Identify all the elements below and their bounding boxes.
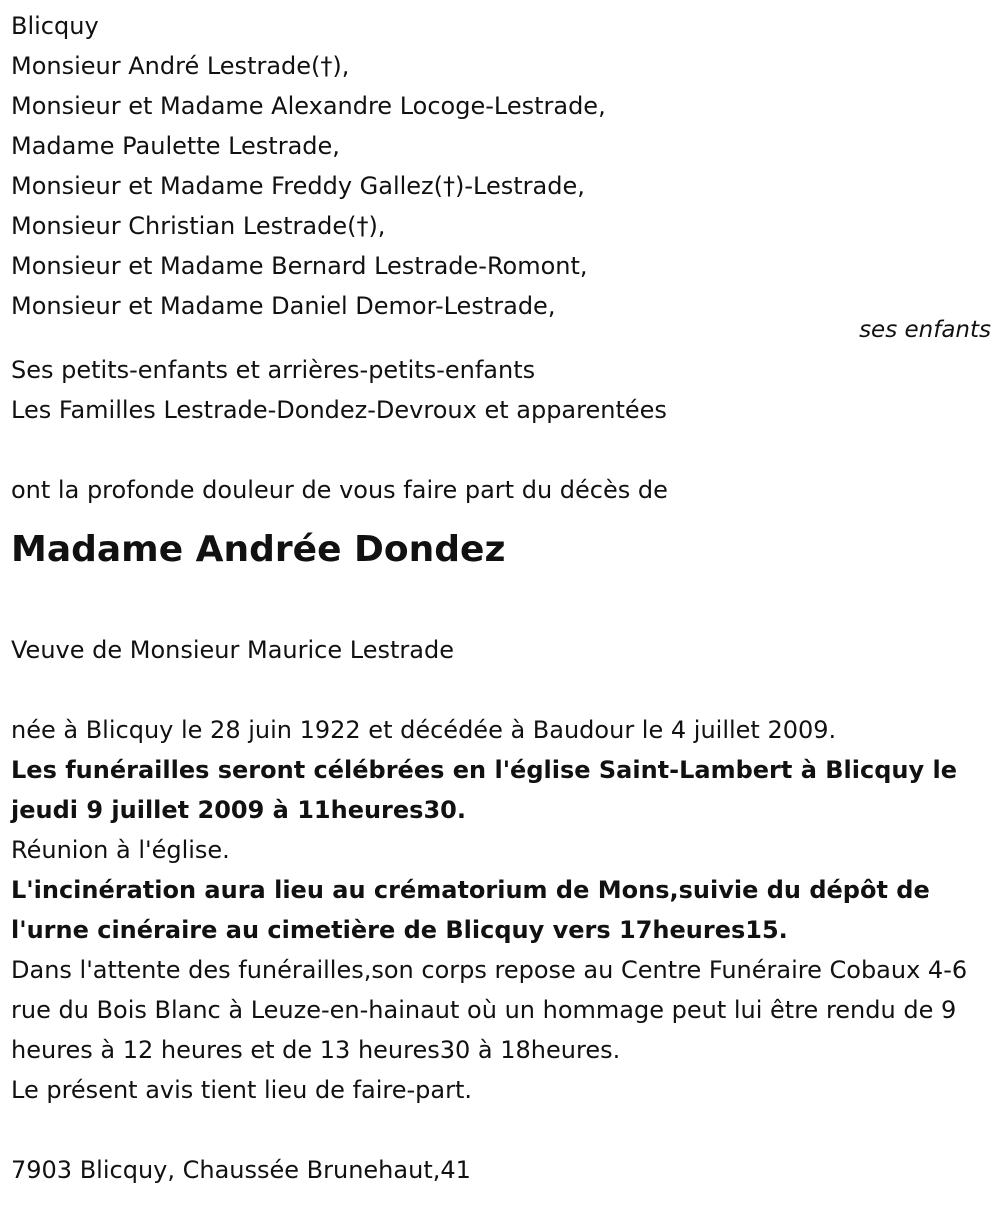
spacer xyxy=(11,1110,991,1150)
obituary-notice xyxy=(11,0,991,1190)
spacer xyxy=(11,430,991,470)
family-line: Monsieur André Lestrade(†), xyxy=(11,52,350,80)
birth-death-text: née à Blicquy le 28 juin 1922 et décédée à Baudour le 4 juillet 2009. xyxy=(11,716,837,744)
spacer xyxy=(11,326,991,350)
family-line: Monsieur et Madame Freddy Gallez(†)-Lestrade, xyxy=(11,172,585,200)
announcement-text: ont la profonde douleur de vous faire part du décès de xyxy=(11,476,668,504)
deceased-name: Madame Andrée Dondez xyxy=(11,529,506,570)
role-label: ses enfants xyxy=(859,317,991,343)
family-line: Ses petits-enfants et arrières-petits-enfants xyxy=(11,356,536,384)
family-line: Monsieur Christian Lestrade(†), xyxy=(11,212,386,240)
family-line: Monsieur et Madame Alexandre Locoge-Lestrade, xyxy=(11,92,606,120)
place-name: Blicquy xyxy=(11,12,99,40)
spacer xyxy=(11,590,991,630)
meeting-text: Réunion à l'église. xyxy=(11,836,230,864)
deceased-status: Veuve de Monsieur Maurice Lestrade xyxy=(11,636,454,664)
funeral-text: Les funérailles seront célébrées en l'église Saint-Lambert à Blicquy le jeudi 9 juillet 2009 à 11heures30. xyxy=(11,756,958,824)
viewing-text: Dans l'attente des funérailles,son corps repose au Centre Funéraire Cobaux 4-6 rue du Bois Blanc à Leuze-en-hainaut où un hommage peut lui être rendu de 9 heures à 12 heures et de 13 heures30 à 18heures. xyxy=(11,956,968,1064)
address-text: 7903 Blicquy, Chaussée Brunehaut,41 xyxy=(11,1156,471,1184)
cremation-text: L'incinération aura lieu au crématorium de Mons,suivie du dépôt de l'urne cinéraire au cimetière de Blicquy vers 17heures15. xyxy=(11,876,930,944)
family-line: Les Familles Lestrade-Dondez-Devroux et apparentées xyxy=(11,396,667,424)
notice-text: Le présent avis tient lieu de faire-part. xyxy=(11,1076,473,1104)
family-line: Madame Paulette Lestrade, xyxy=(11,132,340,160)
family-line: Monsieur et Madame Bernard Lestrade-Romont, xyxy=(11,252,588,280)
spacer xyxy=(11,670,991,710)
family-line: Monsieur et Madame Daniel Demor-Lestrade, xyxy=(11,292,556,320)
